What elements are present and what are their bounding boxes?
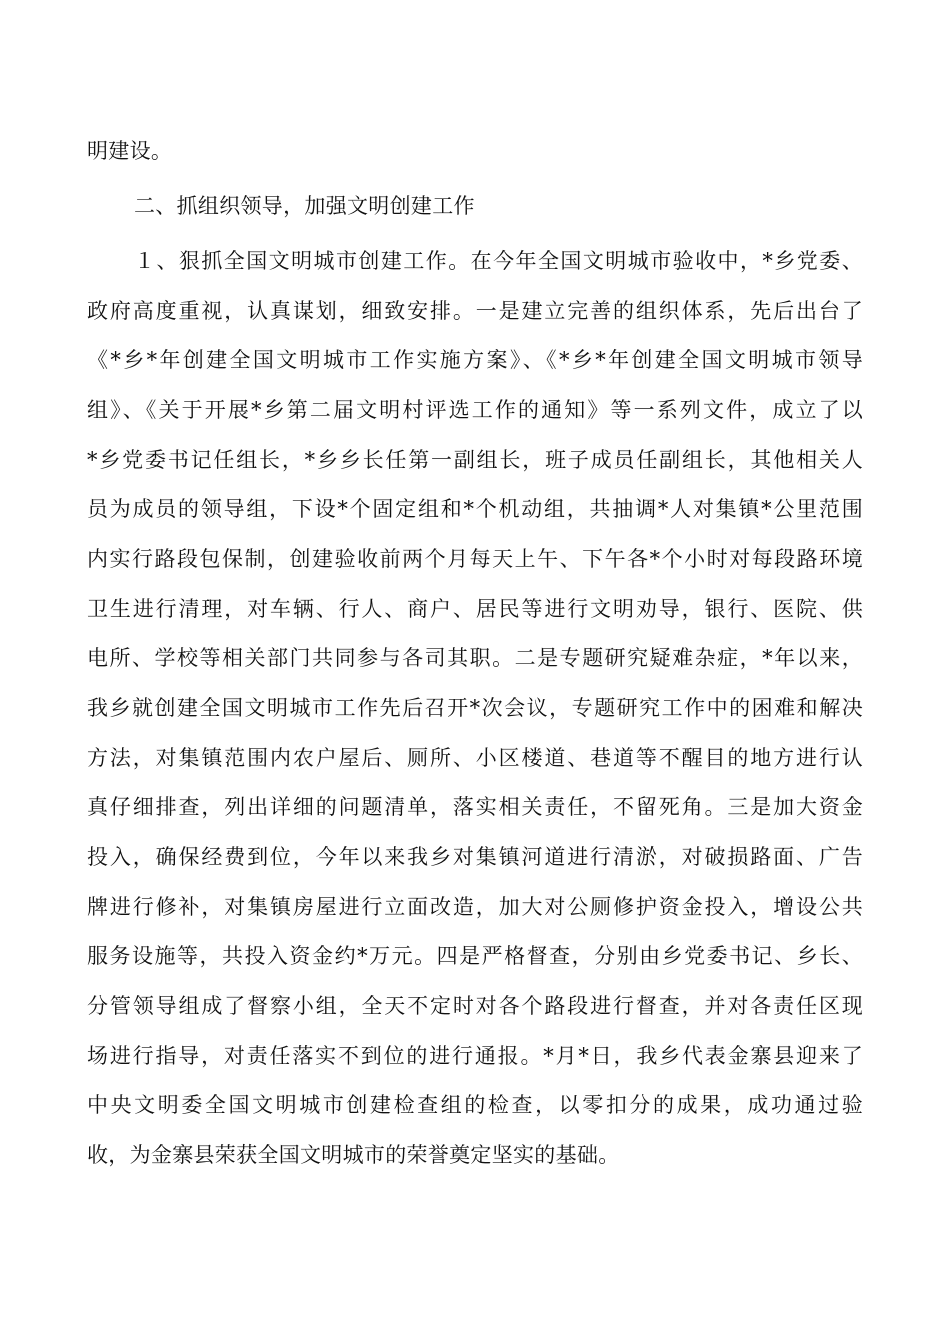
paragraph-line: 投入，确保经费到位，今年以来我乡对集镇河道进行清淤，对破损路面、广告	[87, 845, 863, 869]
paragraph-line: 组》、《关于开展*乡第二届文明村评选工作的通知》等一系列文件，成立了以	[87, 398, 863, 422]
paragraph-line: 服务设施等，共投入资金约*万元。四是严格督查，分别由乡党委书记、乡长、	[87, 944, 863, 968]
paragraph-line: *乡党委书记任组长，*乡乡长任第一副组长，班子成员任副组长，其他相关人	[87, 448, 863, 472]
section-heading: 二、抓组织领导，加强文明创建工作	[134, 194, 475, 218]
text-line-continuation: 明建设。	[87, 139, 173, 163]
paragraph-line: 我乡就创建全国文明城市工作先后召开*次会议，专题研究工作中的困难和解决	[87, 696, 863, 720]
paragraph-line: 政府高度重视，认真谋划，细致安排。一是建立完善的组织体系，先后出台了	[87, 299, 863, 323]
paragraph-line: 真仔细排查，列出详细的问题清单，落实相关责任，不留死角。三是加大资金	[87, 795, 863, 819]
paragraph-line-last: 收，为金寨县荣获全国文明城市的荣誉奠定坚实的基础。	[87, 1143, 620, 1167]
paragraph-line: 卫生进行清理，对车辆、行人、商户、居民等进行文明劝导，银行、医院、供	[87, 597, 863, 621]
paragraph-line: 场进行指导，对责任落实不到位的进行通报。*月*日，我乡代表金寨县迎来了	[87, 1044, 863, 1068]
paragraph-line: 《*乡*年创建全国文明城市工作实施方案》、《*乡*年创建全国文明城市领导	[87, 348, 863, 372]
paragraph-line: 方法，对集镇范围内农户屋后、厕所、小区楼道、巷道等不醒目的地方进行认	[87, 746, 863, 770]
paragraph-line-first: １、狠抓全国文明城市创建工作。在今年全国文明城市验收中，*乡党委、	[134, 249, 863, 273]
paragraph-line: 分管领导组成了督察小组，全天不定时对各个路段进行督查，并对各责任区现	[87, 994, 863, 1018]
paragraph-line: 电所、学校等相关部门共同参与各司其职。二是专题研究疑难杂症，*年以来，	[87, 646, 863, 670]
paragraph-line: 员为成员的领导组，下设*个固定组和*个机动组，共抽调*人对集镇*公里范围	[87, 497, 863, 521]
paragraph-line: 内实行路段包保制，创建验收前两个月每天上午、下午各*个小时对每段路环境	[87, 547, 863, 571]
paragraph-line: 牌进行修补，对集镇房屋进行立面改造，加大对公厕修护资金投入，增设公共	[87, 895, 863, 919]
paragraph-line: 中央文明委全国文明城市创建检查组的检查，以零扣分的成果，成功通过验	[87, 1093, 863, 1117]
